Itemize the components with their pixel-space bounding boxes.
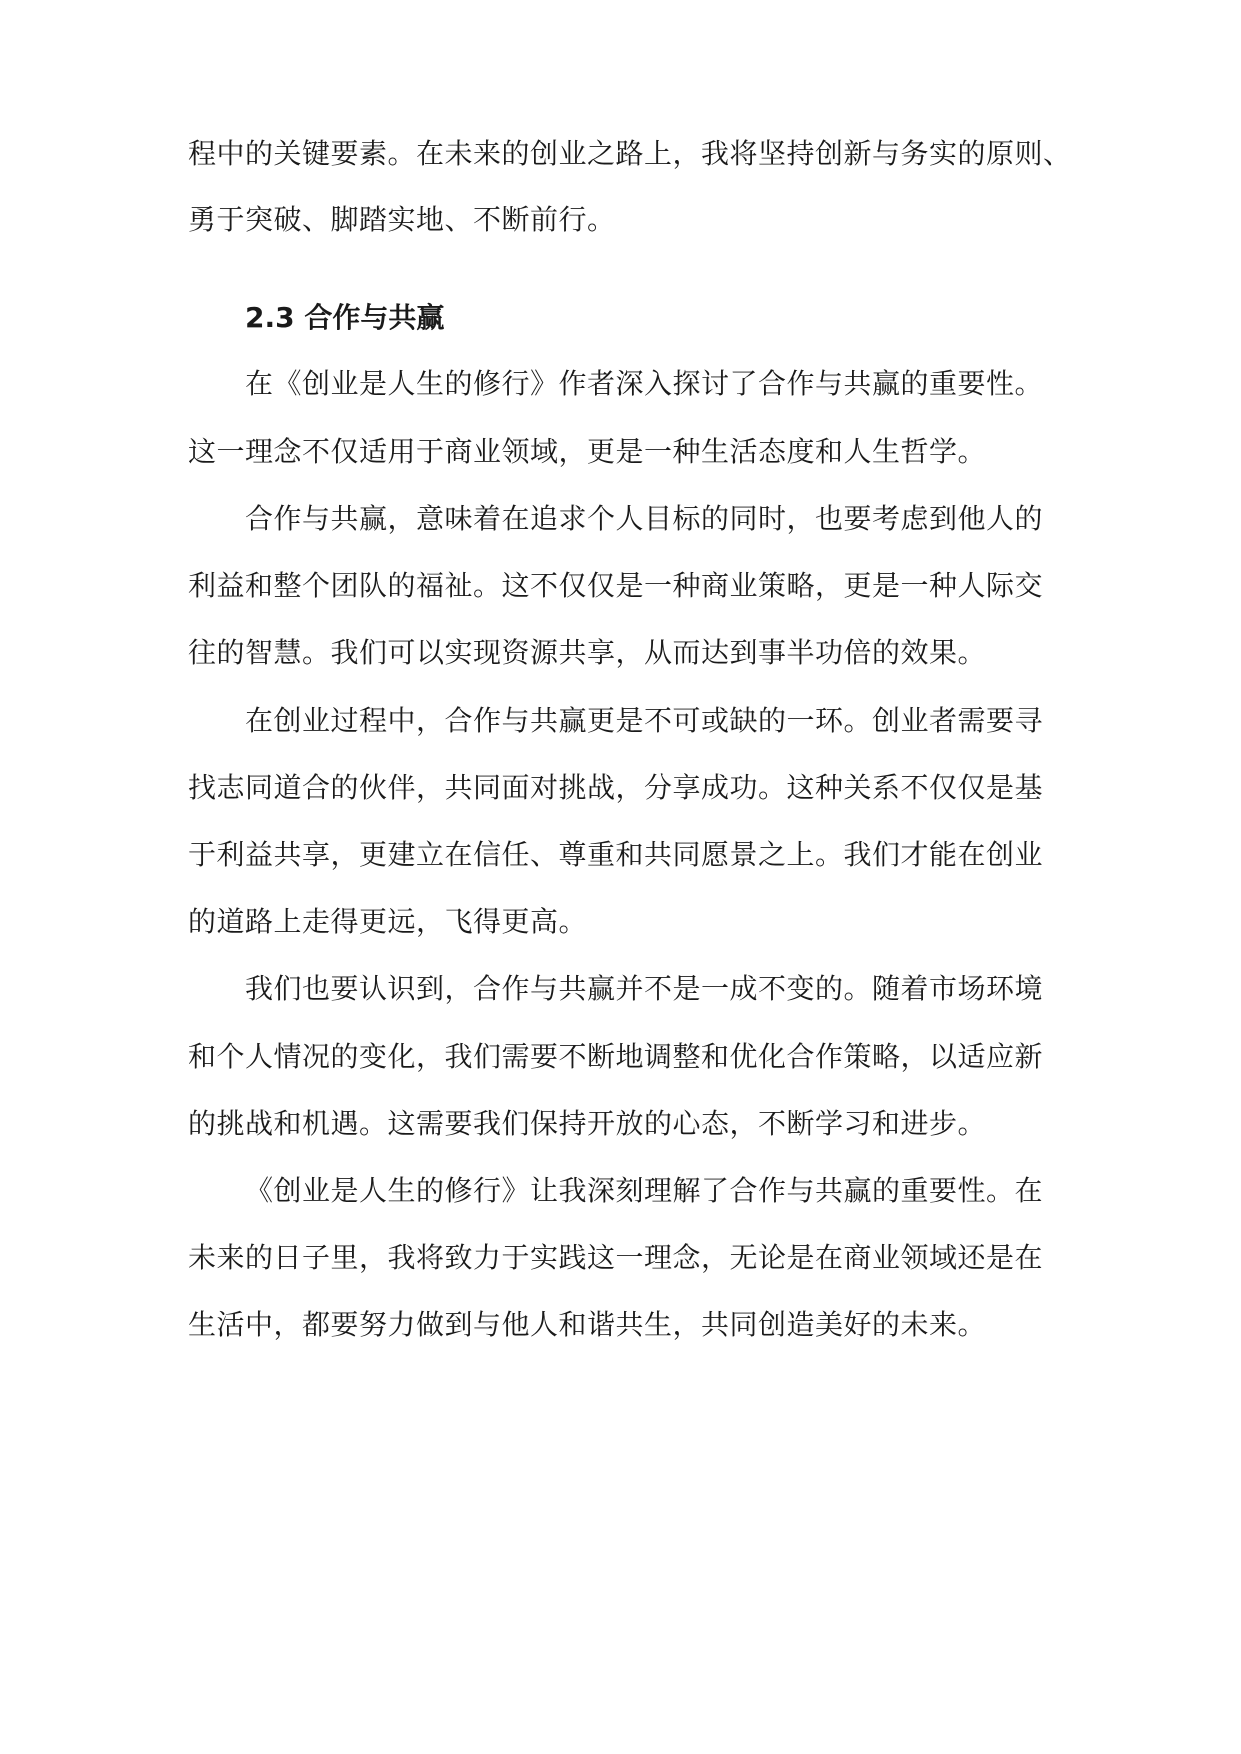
text-line: 和个人情况的变化，我们需要不断地调整和优化合作策略，以适应新 <box>188 1040 1044 1073</box>
text-line: 于利益共享，更建立在信任、尊重和共同愿景之上。我们才能在创业 <box>188 838 1044 871</box>
paragraph-first-line: 合作与共赢，意味着在追求个人目标的同时，也要考虑到他人的 <box>245 502 1044 535</box>
text-line: 的道路上走得更远，飞得更高。 <box>188 905 588 938</box>
paragraph-first-line: 我们也要认识到，合作与共赢并不是一成不变的。随着市场环境 <box>245 972 1044 1005</box>
text-line: 利益和整个团队的福祉。这不仅仅是一种商业策略，更是一种人际交 <box>188 569 1044 602</box>
paragraph-first-line: 在《创业是人生的修行》作者深入探讨了合作与共赢的重要性。 <box>245 367 1044 400</box>
text-line: 生活中，都要努力做到与他人和谐共生，共同创造美好的未来。 <box>188 1308 987 1341</box>
text-line: 勇于突破、脚踏实地、不断前行。 <box>188 203 616 236</box>
text-line: 程中的关键要素。在未来的创业之路上，我将坚持创新与务实的原则、 <box>188 137 1072 170</box>
text-line: 未来的日子里，我将致力于实践这一理念，无论是在商业领域还是在 <box>188 1241 1044 1274</box>
text-line: 找志同道合的伙伴，共同面对挑战，分享成功。这种关系不仅仅是基 <box>188 771 1044 804</box>
paragraph-first-line: 《创业是人生的修行》让我深刻理解了合作与共赢的重要性。在 <box>245 1174 1044 1207</box>
section-heading: 2.3 合作与共赢 <box>245 301 445 334</box>
text-line: 往的智慧。我们可以实现资源共享，从而达到事半功倍的效果。 <box>188 636 987 669</box>
text-line: 的挑战和机遇。这需要我们保持开放的心态，不断学习和进步。 <box>188 1107 987 1140</box>
text-line: 这一理念不仅适用于商业领域，更是一种生活态度和人生哲学。 <box>188 435 987 468</box>
paragraph-first-line: 在创业过程中，合作与共赢更是不可或缺的一环。创业者需要寻 <box>245 704 1044 737</box>
